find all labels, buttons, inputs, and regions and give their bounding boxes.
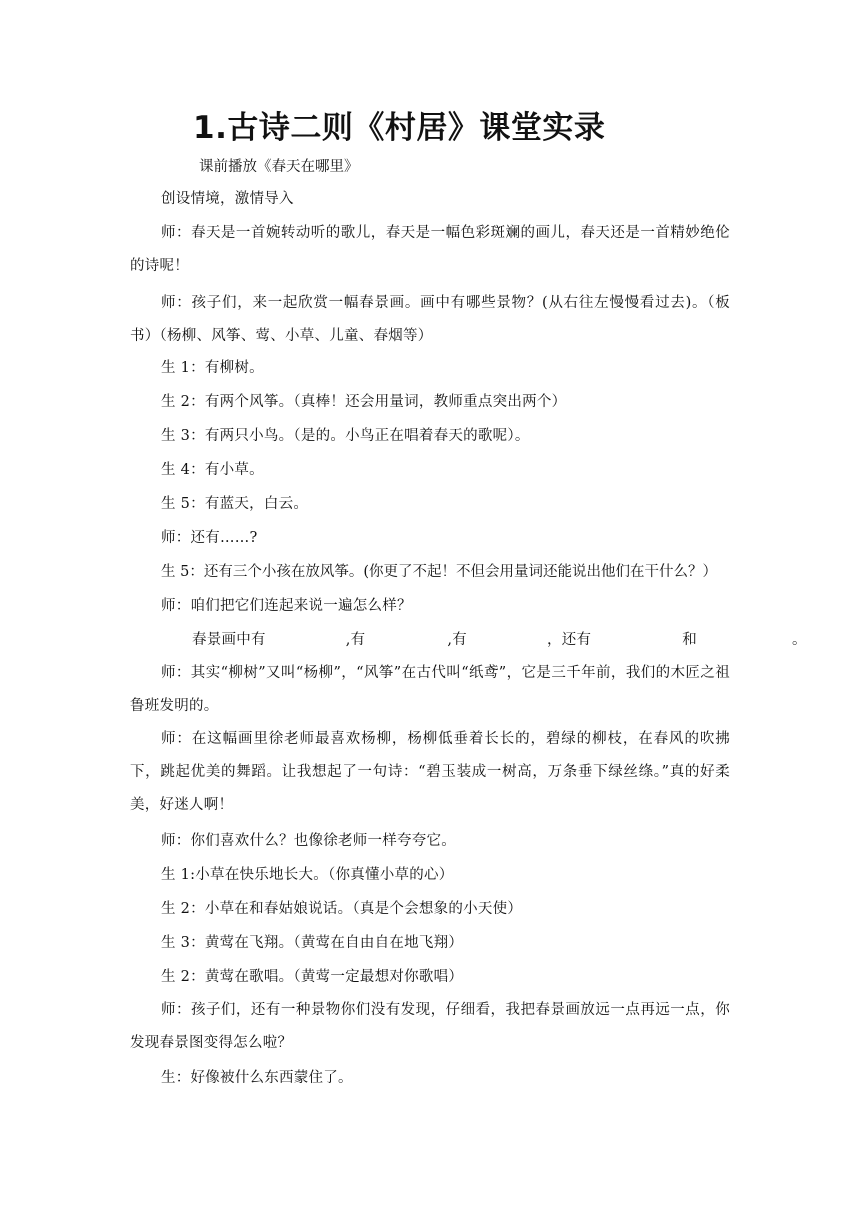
paragraph: 师：春天是一首婉转动听的歌儿，春天是一幅色彩斑斓的画儿，春天还是一首精妙绝伦的诗呢！	[130, 225, 730, 274]
fill-in-part: ,有	[447, 632, 467, 648]
paragraph: 生 2：有两个风筝。（真棒！还会用量词，教师重点突出两个）	[161, 394, 567, 410]
paragraph: 师：咱们把它们连起来说一遍怎么样？	[161, 598, 412, 614]
fill-in-part: 春景画中有	[192, 632, 266, 648]
document-title: 1.古诗二则《村居》课堂实录	[193, 110, 606, 146]
paragraph: 生 3：黄莺在飞翔。（黄莺在自由自在地飞翔）	[161, 935, 464, 951]
fill-in-part: 。	[791, 632, 807, 648]
fill-in-part: ，还有	[546, 632, 592, 648]
paragraph: 生 2：黄莺在歌唱。（黄莺一定最想对你歌唱）	[161, 969, 464, 985]
paragraph: 师：孩子们，还有一种景物你们没有发现，仔细看，我把春景画放远一点再远一点，你发现春景图变得怎么啦？	[130, 1002, 730, 1051]
paragraph: 师：孩子们，来一起欣赏一幅春景画。画中有哪些景物？(从右往左慢慢看过去)。（板书）（杨柳、风筝、莺、小草、儿童、春烟等）	[130, 295, 730, 344]
paragraph: 师：在这幅画里徐老师最喜欢杨柳，杨柳低垂着长长的，碧绿的柳枝，在春风的吹拂下，跳起优美的舞蹈。让我想起了一句诗：“碧玉装成一树高，万条垂下绿丝绦。”真的好柔美，好迷人啊！	[130, 731, 730, 813]
paragraph: 生 2：小草在和春姑娘说话。（真是个会想象的小天使）	[161, 901, 523, 917]
paragraph: 生 5：还有三个小孩在放风筝。(你更了不起！不但会用量词还能说出他们在干什么？）	[161, 564, 717, 580]
fill-in-blank-sentence	[130, 624, 807, 657]
paragraph: 生 1：有柳树。	[161, 360, 264, 376]
paragraph: 创设情境，激情导入	[161, 191, 294, 207]
paragraph: 师：你们喜欢什么？也像徐老师一样夸夸它。	[161, 833, 456, 849]
paragraph: 生 5：有蓝天，白云。	[161, 496, 309, 512]
paragraph: 生 1:小草在快乐地长大。（你真懂小草的心）	[161, 867, 454, 883]
paragraph: 生 4：有小草。	[161, 462, 264, 478]
paragraph: 师：还有……?	[161, 530, 258, 546]
document-subtitle: 课前播放《春天在哪里》	[199, 159, 359, 175]
fill-in-part: 和	[682, 632, 697, 648]
paragraph: 生：好像被什么东西蒙住了。	[161, 1070, 353, 1086]
paragraph: 师：其实“柳树”又叫“杨柳”，“风筝”在古代叫“纸鸢”，它是三千年前，我们的木匠之祖鲁班发明的。	[130, 665, 730, 714]
fill-in-part: ,有	[345, 632, 366, 648]
paragraph: 生 3：有两只小鸟。（是的。小鸟正在唱着春天的歌呢）。	[161, 428, 530, 444]
